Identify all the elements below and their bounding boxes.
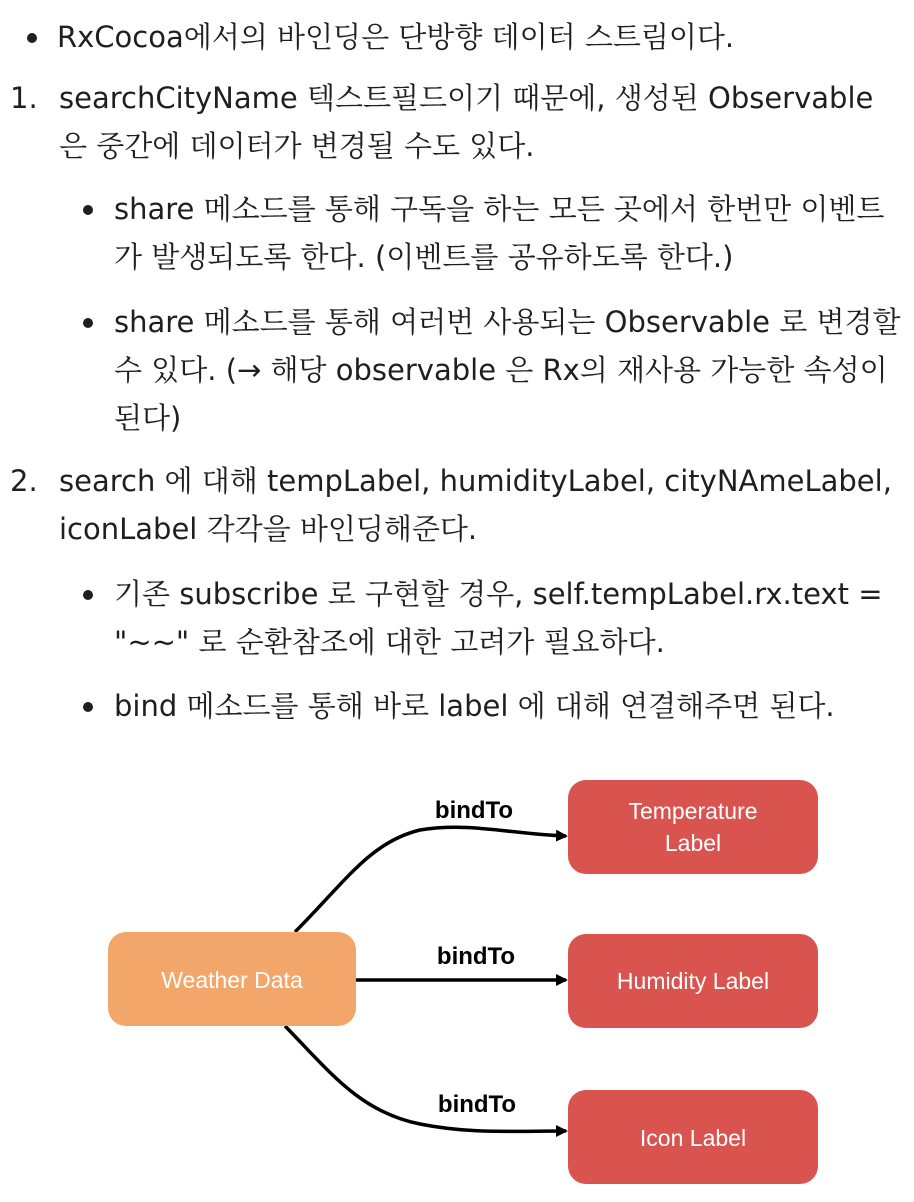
temperature-label-line-2: Label [664, 830, 722, 856]
edge-to-icon [285, 1026, 566, 1131]
sub-2-2-bullet [83, 702, 93, 712]
icon-label-text: Icon Label [639, 1125, 747, 1151]
item-2-line-1: search 에 대해 tempLabel, humidityLabel, cityNAmeLabel, [59, 464, 892, 498]
sub-2-1-line-1: 기존 subscribe 로 구현할 경우, self.tempLabel.rx.text = [114, 577, 883, 611]
sub-1-1-line-2: 가 발생되도록 한다. (이벤트를 공유하도록 한다.) [114, 240, 734, 274]
edge-label-temperature: bindTo [434, 797, 514, 824]
edge-label-humidity: bindTo [436, 943, 516, 970]
item-2-line-2: iconLabel 각각을 바인딩해준다. [59, 512, 478, 546]
humidity-label-text: Humidity Label [616, 968, 770, 994]
temperature-label-node [568, 780, 818, 874]
sub-2-2-line-1: bind 메소드를 통해 바로 label 에 대해 연결해주면 된다. [114, 689, 835, 723]
sub-1-2-line-1: share 메소드를 통해 여러번 사용되는 Observable 로 변경할 [114, 305, 901, 339]
item-1-line-2: 은 중간에 데이터가 변경될 수도 있다. [59, 129, 535, 163]
sub-1-2-line-2: 수 있다. (→ 해당 observable 은 Rx의 재사용 가능한 속성이 [114, 353, 888, 387]
item-1-number: 1. [10, 81, 38, 115]
intro-bullet [27, 33, 37, 43]
binding-diagram [0, 762, 914, 1202]
item-1-line-1: searchCityName 텍스트필드이기 때문에, 생성된 Observable [59, 81, 874, 115]
temperature-label-line-1: Temperature [628, 798, 758, 824]
sub-1-1-bullet [83, 205, 93, 215]
sub-2-1-line-2: "~~" 로 순환참조에 대한 고려가 필요하다. [114, 625, 665, 659]
sub-1-2-line-3: 된다) [114, 401, 182, 435]
sub-1-2-bullet [83, 318, 93, 328]
edge-to-temperature [295, 827, 566, 932]
sub-1-1-line-1: share 메소드를 통해 구독을 하는 모든 곳에서 한번만 이벤트 [114, 192, 885, 226]
edge-label-icon: bindTo [437, 1091, 517, 1118]
item-2-number: 2. [10, 464, 38, 498]
intro-text: RxCocoa에서의 바인딩은 단방향 데이터 스트림이다. [57, 20, 735, 54]
weather-data-label: Weather Data [161, 967, 303, 993]
sub-2-1-bullet [83, 590, 93, 600]
